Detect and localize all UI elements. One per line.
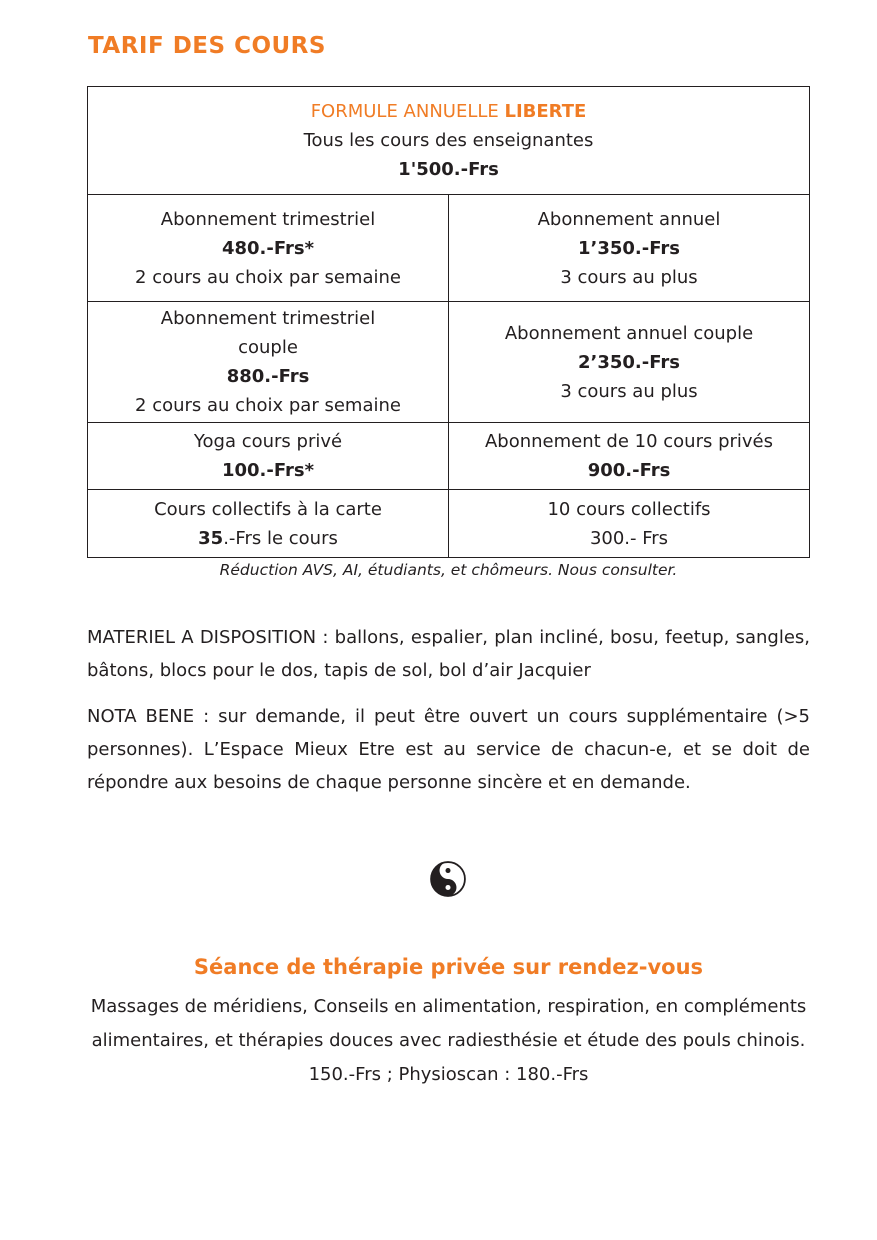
abonnement-annuel-couple-cell <box>449 302 810 423</box>
table-row <box>88 195 810 302</box>
cell-name: Abonnement annuel couple <box>504 322 754 344</box>
formule-liberte-cell <box>88 87 810 195</box>
cell-name: Abonnement annuel <box>537 208 721 230</box>
cell-name: 10 cours collectifs <box>547 498 711 520</box>
cell-price-bold: 35 <box>198 527 224 549</box>
table-row <box>88 490 810 558</box>
cell-name-line2: couple <box>238 337 298 358</box>
cell-name-line1: Abonnement trimestriel <box>160 308 376 329</box>
cell-price: 300.- Frs <box>589 527 669 549</box>
page-title: TARIF DES COURS <box>88 33 326 59</box>
cours-collectifs-carte-cell <box>88 490 449 558</box>
cell-price: 900.-Frs <box>587 460 671 481</box>
cell-price: 100.-Frs* <box>221 460 315 481</box>
yin-yang-icon <box>430 861 466 897</box>
formule-price: 1'500.-Frs <box>398 159 499 180</box>
cell-detail: 2 cours au choix par semaine <box>135 395 401 416</box>
table-row <box>88 302 810 423</box>
formule-title-prefix: FORMULE ANNUELLE <box>310 101 505 122</box>
abonnement-trimestriel-cell <box>88 195 449 302</box>
cell-name: Abonnement trimestriel <box>160 208 376 230</box>
formule-title-bold: LIBERTE <box>504 101 587 122</box>
formule-description: Tous les cours des enseignantes <box>303 130 594 151</box>
abonnement-annuel-cell <box>449 195 810 302</box>
table-row <box>88 423 810 490</box>
abonnement-10-cours-prives-cell <box>449 423 810 490</box>
tarif-table <box>87 86 810 558</box>
table-row <box>88 87 810 195</box>
abonnement-trimestriel-couple-cell <box>88 302 449 423</box>
cell-name: Cours collectifs à la carte <box>154 498 382 520</box>
cell-price <box>92 524 444 553</box>
cell-detail: 2 cours au choix par semaine <box>135 266 401 288</box>
reduction-note: Réduction AVS, AI, étudiants, et chômeurs. Nous consulter. <box>219 561 678 579</box>
cell-name: Yoga cours privé <box>193 431 343 452</box>
cell-price: 2’350.-Frs <box>578 351 680 373</box>
therapy-title: Séance de thérapie privée sur rendez-vous <box>193 955 704 979</box>
materiel-paragraph: MATERIEL A DISPOSITION : ballons, espalier, plan incliné, bosu, feetup, sangles, bâtons, blocs pour le dos, tapis de sol, bol d’air Jacquier <box>87 627 810 681</box>
yoga-cours-prive-cell <box>88 423 449 490</box>
cell-price: 880.-Frs <box>226 366 310 387</box>
cell-detail: 3 cours au plus <box>560 266 698 288</box>
cell-price-rest: .-Frs le cours <box>223 527 338 549</box>
cell-name: Abonnement de 10 cours privés <box>484 431 774 452</box>
nota-bene-paragraph: NOTA BENE : sur demande, il peut être ouvert un cours supplémentaire (>5 personnes). L’Espace Mieux Etre est au service de chacun-e, et se doit de répondre aux besoins de chaque personne sincère et en demande. <box>87 706 810 793</box>
10-cours-collectifs-cell <box>449 490 810 558</box>
therapy-description: Massages de méridiens, Conseils en alimentation, respiration, en compléments alimentaires, et thérapies douces avec radiesthésie et étude des pouls chinois. 150.-Frs ; Physioscan : 180.-Frs <box>90 996 807 1085</box>
cell-price: 480.-Frs* <box>221 237 315 259</box>
cell-detail: 3 cours au plus <box>560 380 698 402</box>
cell-price: 1’350.-Frs <box>578 237 680 259</box>
formule-title <box>92 97 805 126</box>
